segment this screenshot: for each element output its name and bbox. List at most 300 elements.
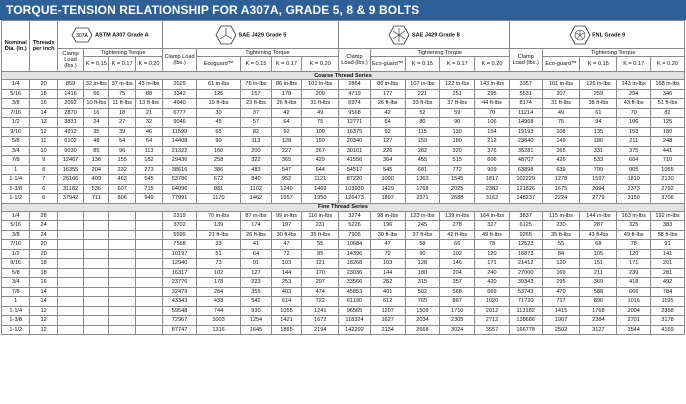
table-cell: 245 [405, 221, 440, 231]
table-cell: 607 [109, 184, 135, 194]
table-cell: 55 [302, 240, 339, 250]
table-cell: 80 [405, 118, 440, 128]
table-cell: 42 ft-lbs [440, 230, 475, 240]
table-cell: 12467 [57, 156, 83, 166]
table-cell [109, 268, 135, 278]
threads-cell: 8 [30, 165, 57, 175]
table-cell: 2779 [580, 194, 617, 204]
table-cell: 82 [651, 108, 685, 118]
table-cell: 47 [271, 240, 302, 250]
threads-cell: 6 [30, 184, 57, 194]
table-cell: 1241 [302, 306, 339, 316]
coarse-thread-rows [2, 80, 685, 204]
table-cell: 2668 [405, 325, 440, 335]
table-cell: 717 [542, 297, 580, 307]
table-cell: 346 [651, 89, 685, 99]
table-cell: 144 [271, 268, 302, 278]
table-cell: 1645 [241, 325, 272, 335]
table-cell: 31182 [57, 184, 83, 194]
table-cell: 403 [271, 287, 302, 297]
table-cell: 1065 [651, 165, 685, 175]
table-cell: 3342 [163, 89, 197, 99]
table-cell: 75 [542, 118, 580, 128]
table-cell: 128 [271, 137, 302, 147]
table-cell: 168 in-lbs [651, 80, 685, 90]
table-cell: 1121 [302, 175, 339, 185]
table-cell: 3127 [580, 325, 617, 335]
table-cell: 200 [241, 146, 272, 156]
threads-cell: 24 [30, 230, 57, 240]
table-cell [109, 278, 135, 288]
threads-cell: 18 [30, 259, 57, 269]
table-cell: 153 [617, 127, 651, 137]
table-cell: 113182 [509, 306, 542, 316]
nominal-diameter-cell: 1-1/4 [2, 175, 30, 185]
table-cell: 16317 [163, 268, 197, 278]
table-cell: 1657 [271, 194, 302, 204]
k020-header: K = 0.20 [651, 57, 685, 72]
table-cell: 41556 [339, 156, 371, 166]
table-cell: 1090 [370, 175, 405, 185]
table-cell [84, 249, 109, 259]
table-cell [84, 278, 109, 288]
table-cell: 85 [302, 249, 339, 259]
table-cell: 39343 [509, 278, 542, 288]
table-cell [57, 211, 83, 221]
nominal-diameter-cell: 1/2 [2, 249, 30, 259]
k015-header: K = 0.15 [580, 57, 617, 72]
table-cell: 1469 [302, 184, 339, 194]
table-cell: 143 in-lbs [475, 80, 510, 90]
table-cell: 364 [370, 156, 405, 166]
table-cell: 16355 [57, 165, 83, 175]
table-cell: 644 [302, 165, 339, 175]
table-cell: 226 [370, 146, 405, 156]
table-cell: 90 [196, 137, 240, 147]
table-cell: 33 [196, 240, 240, 250]
table-cell: 26 ft-lbs [241, 230, 272, 240]
group-grade8-header [339, 21, 510, 49]
table-cell: 16375 [339, 127, 371, 137]
table-cell: 1865 [271, 325, 302, 335]
table-cell: 180 [440, 137, 475, 147]
table-cell [135, 287, 162, 297]
table-cell: 568 [440, 287, 475, 297]
table-row [2, 146, 685, 156]
nominal-diameter-cell: 7/16 [2, 240, 30, 250]
table-cell: 1316 [196, 325, 240, 335]
nominal-diameter-cell: 1-1/2 [2, 194, 30, 204]
group-grade5-label: SAE J429 Grade 5 [238, 31, 287, 38]
table-cell: 1950 [302, 194, 339, 204]
table-cell: 1170 [196, 194, 240, 204]
table-cell: 102 [196, 268, 240, 278]
table-row [2, 230, 685, 240]
table-cell: 90 [405, 249, 440, 259]
threads-cell: 12 [30, 325, 57, 335]
table-cell: 61190 [339, 297, 371, 307]
table-cell [135, 278, 162, 288]
group-a307a-label: ASTM A307 Grade A [94, 31, 149, 38]
table-cell: 896 [580, 297, 617, 307]
table-cell: 12771 [339, 118, 371, 128]
threads-cell: 20 [30, 80, 57, 90]
table-cell: 2864 [339, 80, 371, 90]
table-cell: 722 [302, 297, 339, 307]
table-cell: 53743 [509, 287, 542, 297]
tightening-torque-header: Tightening Torque [542, 49, 684, 57]
table-cell: 710 [651, 156, 685, 166]
table-cell: 113 [135, 146, 162, 156]
table-cell: 952 [271, 175, 302, 185]
table-cell [109, 306, 135, 316]
table-cell: 58 [405, 240, 440, 250]
table-cell: 135 [580, 127, 617, 137]
table-cell: 127 [241, 268, 272, 278]
table-cell: 463 [109, 175, 135, 185]
table-cell: 765 [405, 297, 440, 307]
table-cell [57, 268, 83, 278]
table-cell [109, 259, 135, 269]
table-cell: 57 [241, 118, 272, 128]
table-cell: 91 [241, 259, 272, 269]
table-cell: 52 [405, 108, 440, 118]
table-cell: 53786 [163, 175, 197, 185]
table-cell: 120 [542, 259, 580, 269]
table-cell: 87747 [163, 325, 197, 335]
table-cell: 502 [405, 287, 440, 297]
table-cell: 331 [580, 146, 617, 156]
table-cell: 174 [241, 221, 272, 231]
table-cell: 1278 [542, 175, 580, 185]
table-cell: 126473 [339, 194, 371, 204]
table-cell: 672 [196, 175, 240, 185]
k017-header: K = 0.17 [109, 57, 135, 72]
table-cell: 2502 [542, 325, 580, 335]
table-cell: 1545 [440, 175, 475, 185]
table-cell: 211 [617, 137, 651, 147]
table-cell: 92 [271, 127, 302, 137]
table-cell [135, 221, 162, 231]
table-cell: 455 [405, 156, 440, 166]
table-cell: 49 ft-lbs [475, 230, 510, 240]
table-cell: 1055 [271, 306, 302, 316]
table-row [2, 316, 685, 326]
table-cell: 43343 [163, 297, 197, 307]
table-row [2, 297, 685, 307]
table-cell: 492 [651, 278, 685, 288]
table-cell [57, 278, 83, 288]
table-cell: 23776 [163, 278, 197, 288]
table-cell: 37 ft-lbs [440, 99, 475, 109]
table-cell [84, 268, 109, 278]
table-cell: 164 in-lbs [475, 211, 510, 221]
table-cell: 186 [580, 137, 617, 147]
table-cell: 170 [302, 268, 339, 278]
table-row [2, 287, 685, 297]
table-cell: 120 [617, 249, 651, 259]
table-cell: 31 ft-lbs [542, 99, 580, 109]
table-cell: 42 [370, 108, 405, 118]
table-cell: 5531 [509, 89, 542, 99]
table-cell: 18268 [339, 259, 371, 269]
table-row [2, 80, 685, 90]
table-cell: 2029 [163, 80, 197, 90]
table-cell: 9265 [509, 230, 542, 240]
table-row [2, 211, 685, 221]
table-cell: 73 [196, 259, 240, 269]
table-cell: 16873 [509, 249, 542, 259]
table-cell: 4719 [339, 89, 371, 99]
grade9-bolt-head-icon [569, 24, 591, 46]
table-cell: 108 [542, 127, 580, 137]
table-cell: 614 [271, 297, 302, 307]
table-cell: 253 [271, 278, 302, 288]
k020-header: K = 0.20 [135, 57, 162, 72]
table-cell [135, 325, 162, 335]
table-cell: 1363 [405, 175, 440, 185]
table-cell: 128 [405, 259, 440, 269]
table-cell: 178 [196, 278, 240, 288]
table-cell: 55 [542, 240, 580, 250]
table-cell [135, 316, 162, 326]
clamp-load-header: Clamp Load (lbs.) [339, 49, 371, 72]
table-cell: 429 [302, 156, 339, 166]
table-cell: 30 ft-lbs [271, 230, 302, 240]
tightening-torque-header: Tightening Torque [370, 49, 509, 57]
table-cell: 66 [84, 89, 109, 99]
table-cell: 32479 [163, 287, 197, 297]
table-cell: 3706 [651, 194, 685, 204]
table-cell: 840 [241, 175, 272, 185]
table-cell: 35 ft-lbs [302, 230, 339, 240]
table-cell: 294 [617, 89, 651, 99]
table-cell: 669 [475, 287, 510, 297]
table-cell: 3024 [440, 325, 475, 335]
table-cell: 136 [84, 156, 109, 166]
table-cell: 799 [580, 165, 617, 175]
table-cell: 106 [617, 118, 651, 128]
table-cell: 325 [617, 221, 651, 231]
table-cell: 1195 [651, 297, 685, 307]
table-cell: 197 [271, 221, 302, 231]
table-cell: 209 [302, 89, 339, 99]
table-cell: 2305 [440, 316, 475, 326]
table-cell [135, 259, 162, 269]
table-cell: 9030 [57, 146, 83, 156]
table-cell: 78 [475, 240, 510, 250]
table-cell [84, 259, 109, 269]
table-cell: 265 [542, 146, 580, 156]
threads-cell: 6 [30, 194, 57, 204]
table-cell: 102 [440, 249, 475, 259]
table-cell: 327 [475, 221, 510, 231]
table-cell: 7568 [163, 240, 197, 250]
table-cell: 420 [475, 278, 510, 288]
table-cell [84, 325, 109, 335]
table-row [2, 156, 685, 166]
table-cell: 26166 [57, 175, 83, 185]
nominal-diameter-cell: 9/16 [2, 127, 30, 137]
table-cell: 68 [580, 240, 617, 250]
table-cell: 295 [475, 89, 510, 99]
table-cell: 5599 [163, 230, 197, 240]
table-cell: 61 [580, 108, 617, 118]
k020-header: K = 0.20 [302, 57, 339, 72]
table-cell: 64 [241, 249, 272, 259]
threads-per-inch-header: Threads per inch [30, 21, 57, 72]
table-cell: 515 [440, 156, 475, 166]
table-cell: 66 [440, 240, 475, 250]
table-cell: 30 [196, 108, 240, 118]
table-cell: 474 [302, 287, 339, 297]
table-cell: 295 [542, 278, 580, 288]
table-cell: 44 ft-lbs [475, 99, 510, 109]
table-cell: 196 [370, 221, 405, 231]
table-cell: 37 in-lbs [109, 80, 135, 90]
nominal-diameter-cell: 9/16 [2, 259, 30, 269]
table-cell: 23840 [509, 137, 542, 147]
table-cell: 144 in-lbs [580, 211, 617, 221]
table-cell: 1102 [241, 184, 272, 194]
table-cell [57, 221, 83, 231]
table-cell: 45853 [339, 287, 371, 297]
table-cell: 240 [475, 268, 510, 278]
table-cell: 3357 [509, 80, 542, 90]
threads-cell: 12 [30, 127, 57, 137]
table-cell: 87 in-lbs [241, 211, 272, 221]
k015-header: K = 0.15 [84, 57, 109, 72]
table-cell: 386 [196, 165, 240, 175]
fine-thread-section-title: Fine Thread Series [2, 203, 685, 211]
table-cell: 180 [651, 127, 685, 137]
table-cell: 86 in-lbs [370, 80, 405, 90]
table-cell: 365 [271, 156, 302, 166]
table-row [2, 127, 685, 137]
clamp-load-header: Clamp Load (lbs.) [509, 49, 542, 72]
table-cell: 82 [241, 127, 272, 137]
table-cell: 35 [84, 127, 109, 137]
table-cell: 58 ft-lbs [651, 230, 685, 240]
table-cell: 154 [475, 127, 510, 137]
table-row [2, 221, 685, 231]
table-cell: 92 [370, 127, 405, 137]
table-cell: 375 [617, 146, 651, 156]
table-cell: 54517 [339, 165, 371, 175]
table-cell: 70 [617, 108, 651, 118]
table-cell: 212 [475, 137, 510, 147]
table-cell: 1421 [271, 316, 302, 326]
table-cell [135, 268, 162, 278]
tightening-torque-header: Tightening Torque [196, 49, 338, 57]
table-cell: 784 [651, 287, 685, 297]
table-cell: 94 [580, 118, 617, 128]
table-cell: 11214 [509, 108, 542, 118]
table-cell: 148237 [509, 194, 542, 204]
table-cell: 1897 [370, 194, 405, 204]
table-cell [57, 259, 83, 269]
table-cell: 1675 [542, 184, 580, 194]
table-cell: 2792 [651, 184, 685, 194]
table-cell: 64 [135, 137, 162, 147]
table-cell: 141 [651, 249, 685, 259]
table-cell: 84 [542, 249, 580, 259]
table-cell: 3544 [617, 325, 651, 335]
table-cell: 125 [651, 118, 685, 128]
table-row [2, 184, 685, 194]
table-cell: 881 [196, 184, 240, 194]
table-cell: 1016 [617, 297, 651, 307]
table-cell: 3162 [475, 194, 510, 204]
table-cell [57, 297, 83, 307]
table-cell: 76 in-lbs [241, 80, 272, 90]
table-row [2, 165, 685, 175]
table-cell: 151 [580, 259, 617, 269]
table-cell: 54 [109, 137, 135, 147]
page-title: TORQUE-TENSION RELATIONSHIP FOR A307A, GRADE 5, 8 & 9 BOLTS [0, 0, 686, 20]
table-cell: 47 [370, 240, 405, 250]
a307a-hexagon-icon [71, 27, 93, 43]
table-cell: 127 [370, 137, 405, 147]
table-cell: 1254 [241, 316, 272, 326]
table-cell: 409 [84, 175, 109, 185]
table-cell: 72 [370, 249, 405, 259]
table-cell: 21412 [509, 259, 542, 269]
table-cell: 441 [651, 146, 685, 156]
table-cell: 49 ft-lbs [617, 230, 651, 240]
nominal-diameter-cell: 5/16 [2, 89, 30, 99]
table-cell: 171 [475, 259, 510, 269]
table-cell: 483 [241, 165, 272, 175]
table-cell: 33 ft-lbs [405, 99, 440, 109]
table-cell: 2688 [440, 194, 475, 204]
table-cell [109, 240, 135, 250]
table-cell: 2701 [617, 316, 651, 326]
k020-header: K = 0.20 [475, 57, 510, 72]
table-cell: 3178 [651, 316, 685, 326]
table-cell: 150 [302, 137, 339, 147]
table-row [2, 99, 685, 109]
table-cell: 227 [271, 146, 302, 156]
table-cell: 433 [196, 297, 240, 307]
table-cell: 536 [84, 184, 109, 194]
table-cell: 64096 [163, 184, 197, 194]
nominal-diameter-cell: 5/8 [2, 268, 30, 278]
table-cell [57, 240, 83, 250]
table-cell: 315 [405, 278, 440, 288]
table-cell: 142292 [339, 325, 371, 335]
table-cell: 49 [302, 108, 339, 118]
threads-cell: 9 [30, 156, 57, 166]
table-cell: 51 [196, 249, 240, 259]
table-cell: 204 [84, 165, 109, 175]
k017-header: K = 0.17 [271, 57, 302, 72]
table-cell: 12523 [509, 240, 542, 250]
table-cell: 639 [542, 165, 580, 175]
nominal-diameter-cell: 1-3/8 [2, 316, 30, 326]
table-cell: 109 [302, 127, 339, 137]
table-cell: 155 [109, 156, 135, 166]
fine-thread-rows [2, 211, 685, 335]
table-cell: 470 [542, 287, 580, 297]
threads-cell: 28 [30, 211, 57, 221]
table-cell: 772 [440, 165, 475, 175]
table-row [2, 249, 685, 259]
table-cell: 6102 [57, 137, 83, 147]
table-cell: 101 in-lbs [302, 80, 339, 90]
table-cell: 37 ft-lbs [405, 230, 440, 240]
table-cell: 1416 [57, 89, 83, 99]
